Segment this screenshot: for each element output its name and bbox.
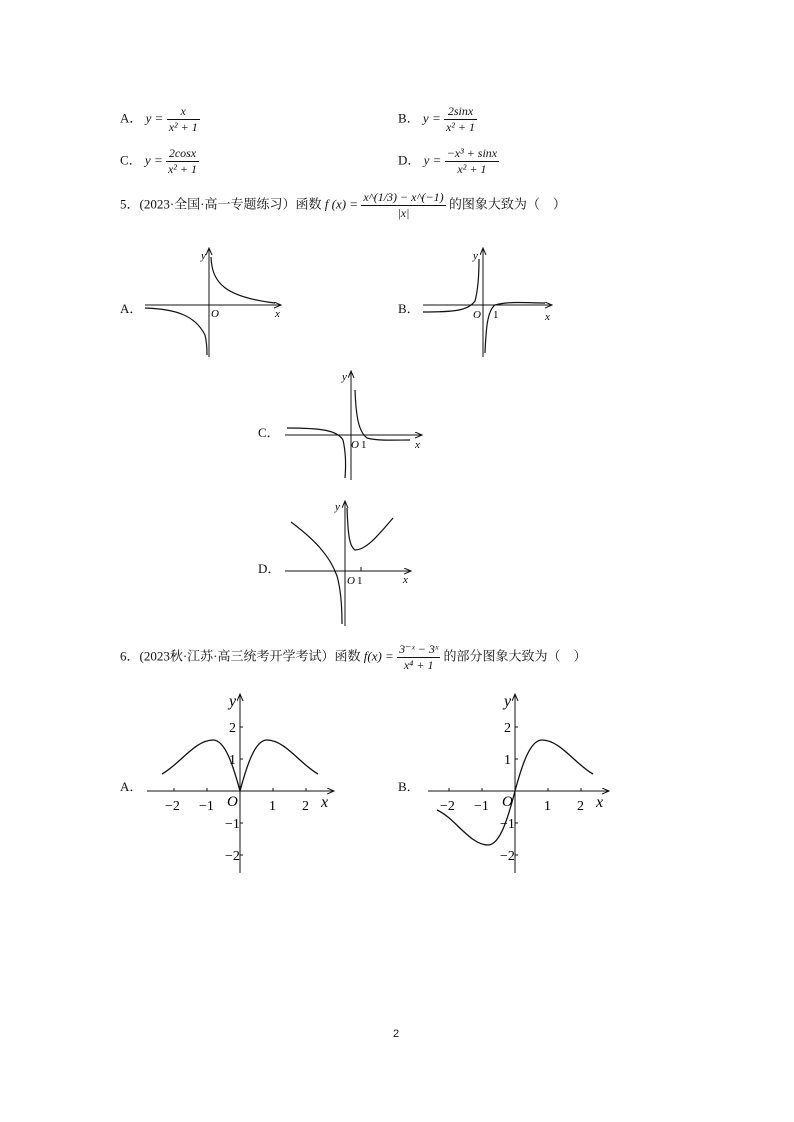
page-number: 2 [393, 1028, 400, 1040]
y-tick-label: −2 [500, 849, 515, 864]
denominator: x² + 1 [457, 162, 487, 176]
denominator: |x| [397, 206, 410, 220]
x-tick-label: −2 [440, 799, 455, 814]
numerator: x [167, 104, 200, 120]
function-name: f (x) = [324, 196, 359, 212]
q4-option-b [398, 104, 477, 135]
y-tick-label: −1 [500, 817, 515, 832]
q4-option-d [398, 146, 499, 177]
equation-lhs: y = [423, 152, 442, 168]
question-text: 5．(2023·全国·高一专题练习）函数 [120, 196, 322, 212]
y-label: y [229, 693, 237, 710]
q4-option-c [120, 146, 199, 177]
x-tick-label: 1 [269, 799, 276, 814]
tick-one: 1 [361, 439, 367, 451]
y-tick-label: 2 [229, 721, 236, 736]
y-tick-label: −2 [225, 849, 240, 864]
fraction [445, 146, 499, 177]
fraction [167, 104, 200, 135]
curve-right [240, 740, 318, 791]
q5-label-c: C． [258, 425, 280, 440]
y-tick-label: 2 [504, 721, 511, 736]
numerator: 2cosx [166, 146, 199, 162]
question-text: 6．(2023秋·江苏·高三统考开学考试）函数 [120, 648, 361, 664]
y-tick-label: −1 [225, 817, 240, 832]
x-tick-label: −1 [199, 799, 214, 814]
equation-lhs: y = [145, 110, 164, 126]
origin-label: O [347, 575, 355, 587]
option-label: C． [120, 152, 142, 168]
question-suffix: 的部分图象大致为（ ） [443, 648, 587, 664]
fraction [397, 642, 440, 673]
q5-graph-a [145, 245, 285, 357]
curve-right [211, 257, 275, 303]
q4-option-a [120, 104, 200, 135]
fraction [444, 104, 477, 135]
numerator: 3⁻ˣ − 3ˣ [399, 642, 439, 656]
option-label: A． [120, 110, 143, 126]
q6-stem [120, 642, 587, 673]
fraction [361, 190, 445, 221]
curve-right [347, 508, 393, 550]
y-label: y [342, 371, 347, 383]
x-tick-label: 1 [544, 799, 551, 814]
denominator: x² + 1 [445, 120, 475, 134]
q6-graph-a [145, 690, 340, 875]
curve-right [355, 390, 410, 440]
denominator: x² + 1 [168, 120, 198, 134]
option-label: D． [398, 152, 421, 168]
x-label: x [403, 574, 408, 586]
x-label: x [415, 439, 420, 451]
tick-one: 1 [357, 575, 363, 587]
q6-graph-b [420, 690, 615, 875]
x-label: x [275, 308, 280, 320]
origin-label: O [502, 794, 513, 810]
q5-graph-b [423, 245, 555, 357]
question-suffix: 的图象大致为（ ） [448, 196, 566, 212]
equation-lhs: y = [422, 110, 441, 126]
numerator: 2sinx [444, 104, 477, 120]
x-tick-label: −1 [474, 799, 489, 814]
function-name: f(x) = [363, 648, 394, 664]
origin-label: O [227, 794, 238, 810]
x-label: x [596, 794, 604, 811]
equation-lhs: y = [144, 152, 163, 168]
y-label: y [201, 250, 206, 262]
numerator: x^(1/3) − x^(−1) [363, 190, 444, 204]
option-label: B． [398, 110, 420, 126]
fraction [166, 146, 199, 177]
x-tick-label: −2 [165, 799, 180, 814]
q5-label-d: D． [258, 561, 281, 576]
q5-graph-d [285, 498, 415, 628]
q5-label-a: A． [120, 301, 143, 316]
origin-label: O [351, 439, 359, 451]
x-label: x [545, 311, 550, 323]
denominator: x² + 1 [167, 162, 197, 176]
q5-label-b: B． [398, 301, 420, 316]
y-label: y [335, 501, 340, 513]
x-tick-label: 2 [302, 799, 309, 814]
curve-left [291, 522, 342, 624]
curve-right [515, 740, 593, 791]
y-label: y [473, 250, 478, 262]
q5-stem [120, 190, 566, 221]
y-tick-label: 1 [229, 753, 236, 768]
x-tick-label: 2 [577, 799, 584, 814]
y-tick-label: 1 [504, 753, 511, 768]
curve-left [145, 308, 207, 355]
origin-label: O [473, 309, 481, 321]
origin-label: O [211, 308, 219, 320]
x-label: x [321, 794, 329, 811]
curve-left [423, 259, 479, 312]
q6-label-a: A． [120, 779, 143, 794]
denominator: x⁴ + 1 [403, 658, 434, 672]
tick-one: 1 [493, 309, 499, 321]
q6-label-b: B． [398, 779, 420, 794]
q5-graph-c [285, 368, 425, 480]
y-label: y [504, 693, 512, 710]
numerator: −x³ + sinx [446, 146, 498, 160]
